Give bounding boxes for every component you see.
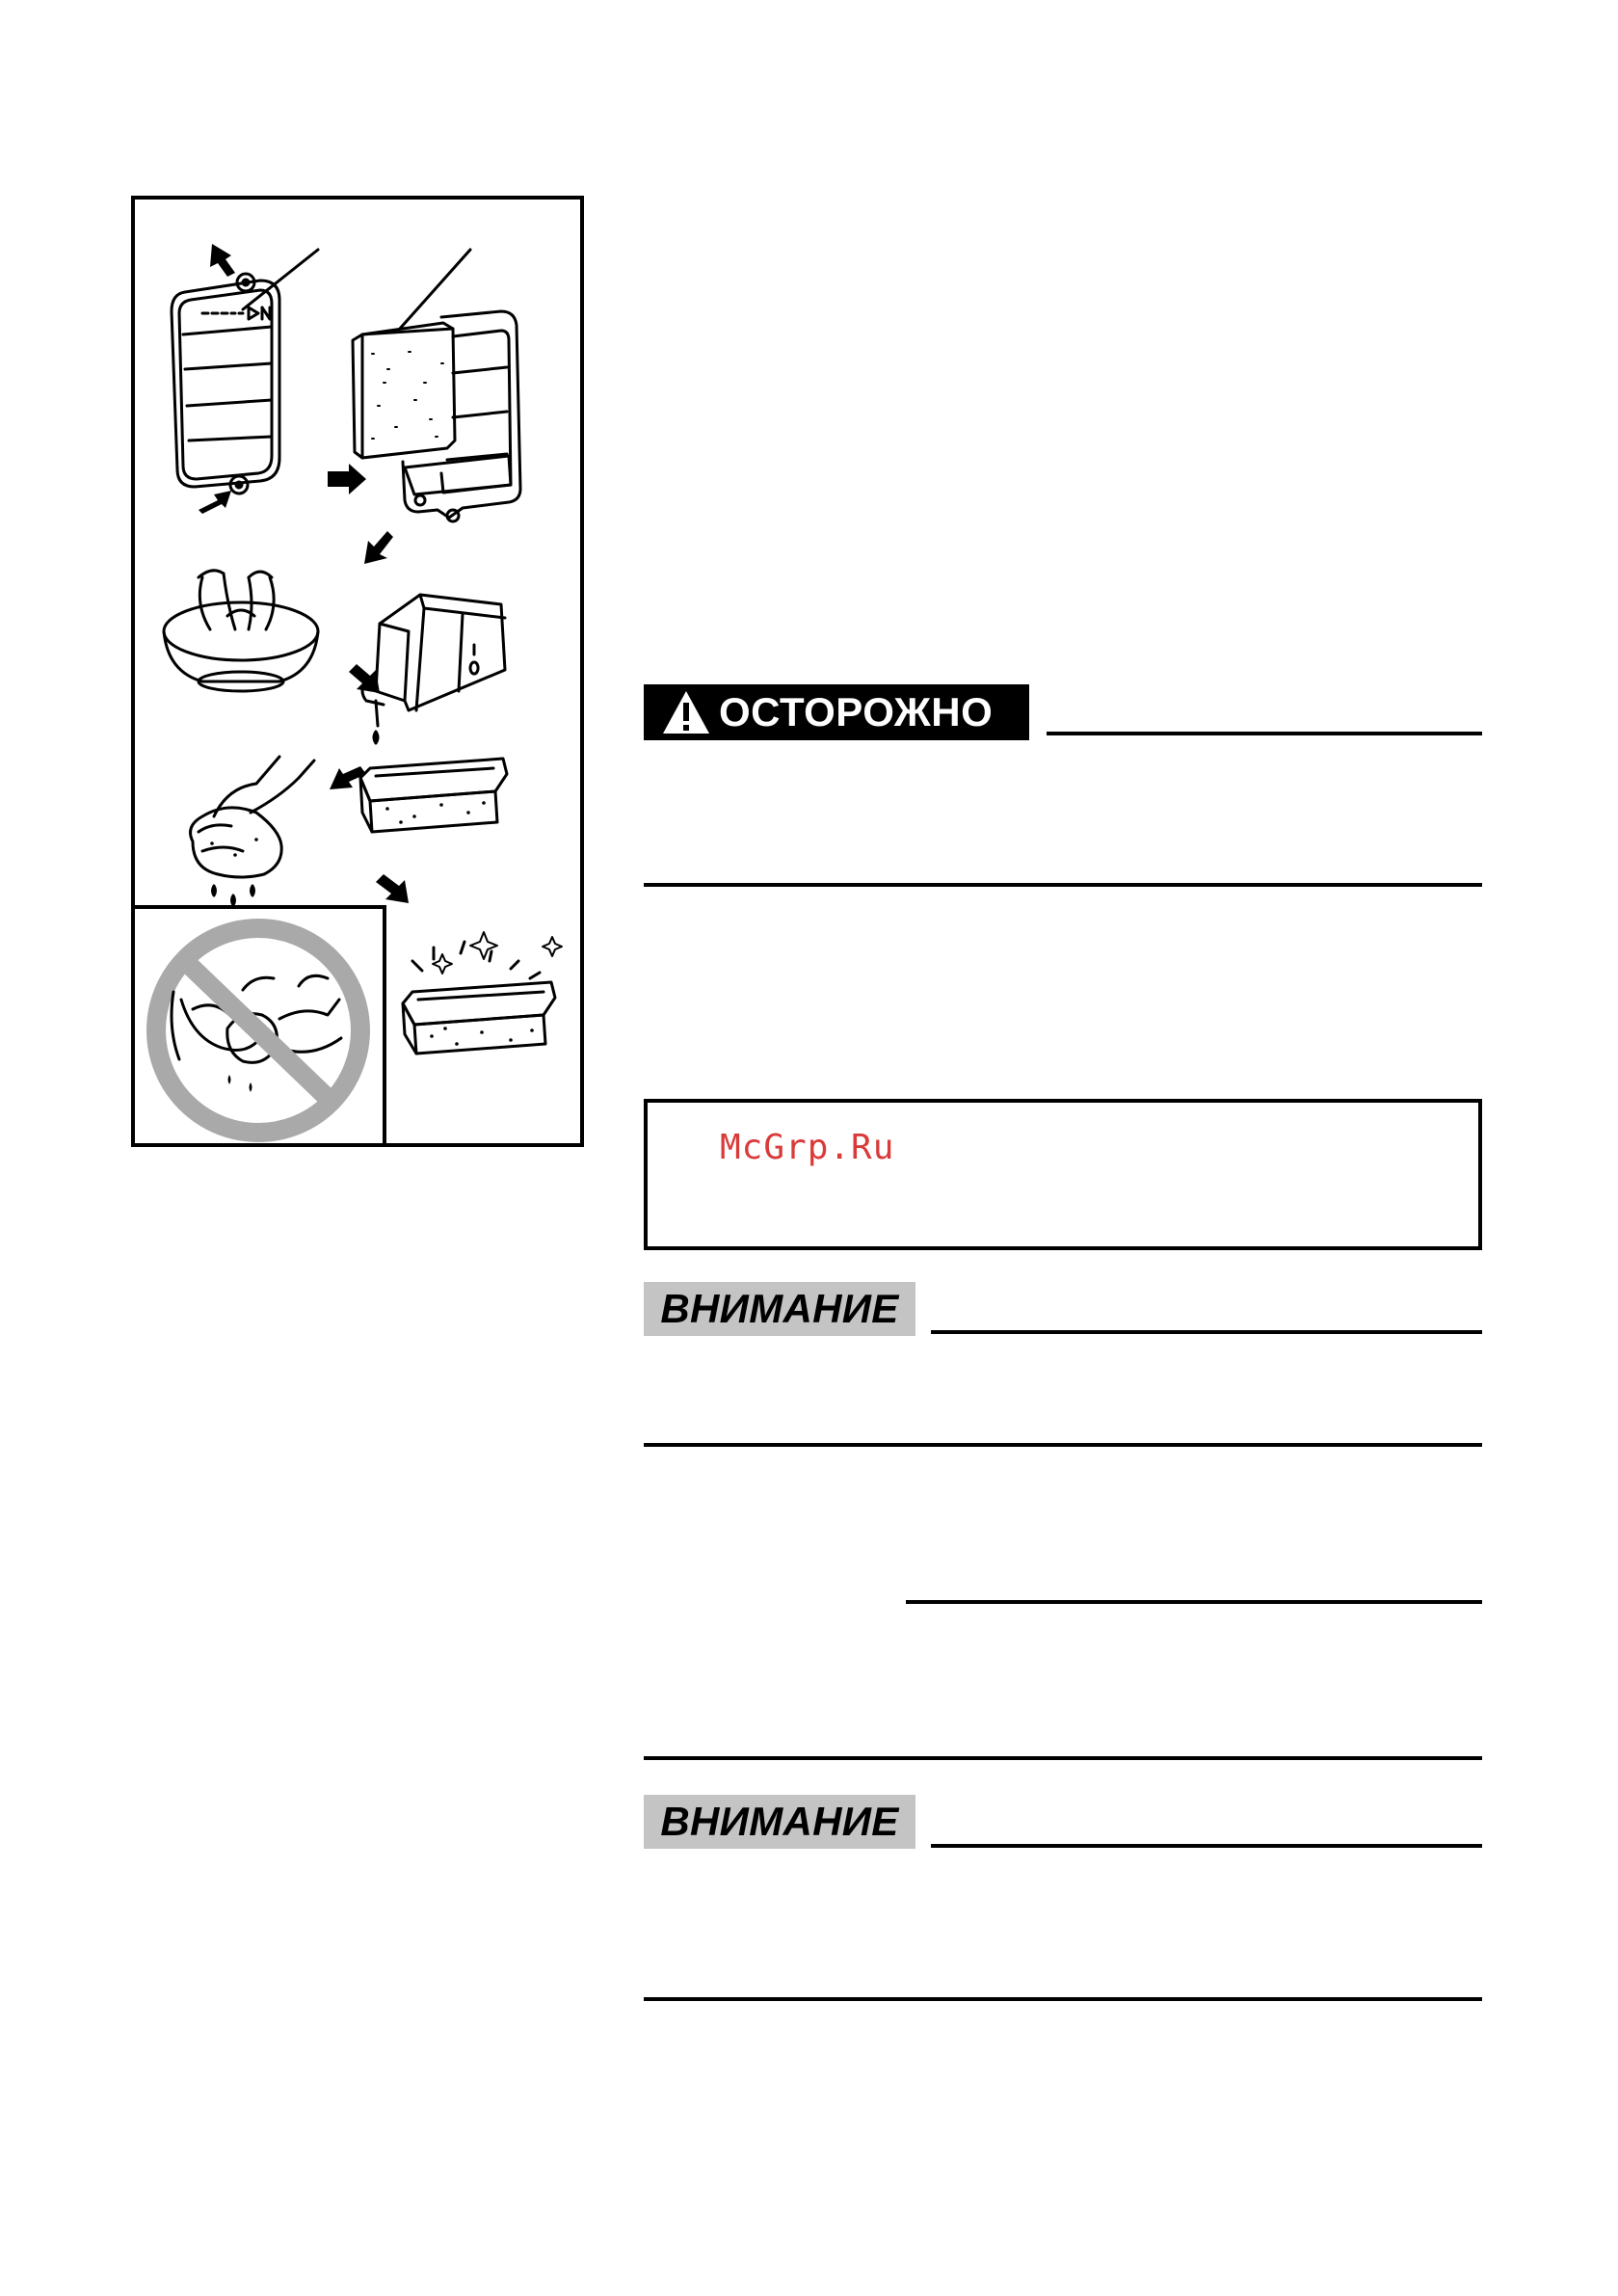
- filter-element-drawing: [353, 311, 520, 521]
- oiled-filter-element-drawing: [360, 759, 507, 832]
- caution-label: ВНИМАНИЕ: [644, 1282, 915, 1336]
- oil-can-drawing: [362, 595, 505, 743]
- warning-triangle-icon: [661, 689, 711, 735]
- note-box: [644, 1099, 1482, 1250]
- prohibited-wringing-inset: [135, 905, 386, 1147]
- washing-bowl-drawing: [164, 571, 318, 691]
- caution-end-rule: [644, 1443, 1482, 1447]
- filter-cover-drawing: [172, 274, 279, 494]
- section-rule: [644, 1756, 1482, 1760]
- caution-header-rule: [931, 1844, 1482, 1848]
- caution-header-rule: [931, 1330, 1482, 1334]
- warning-label-text: ОСТОРОЖНО: [719, 689, 994, 734]
- air-filter-illustration: [131, 196, 584, 1147]
- arrow-icon: [199, 244, 409, 903]
- squeezing-hands-drawing: [191, 757, 314, 905]
- caution-label: ВНИМАНИЕ: [644, 1795, 915, 1849]
- warning-end-rule: [644, 883, 1482, 887]
- warning-header-rule: [1047, 732, 1482, 735]
- caution-end-rule: [644, 1997, 1482, 2001]
- section-rule: [906, 1600, 1482, 1604]
- warning-label: [644, 684, 1029, 740]
- clean-filter-element-drawing: [403, 932, 562, 1054]
- watermark-text: McGrp.Ru: [720, 1128, 895, 1167]
